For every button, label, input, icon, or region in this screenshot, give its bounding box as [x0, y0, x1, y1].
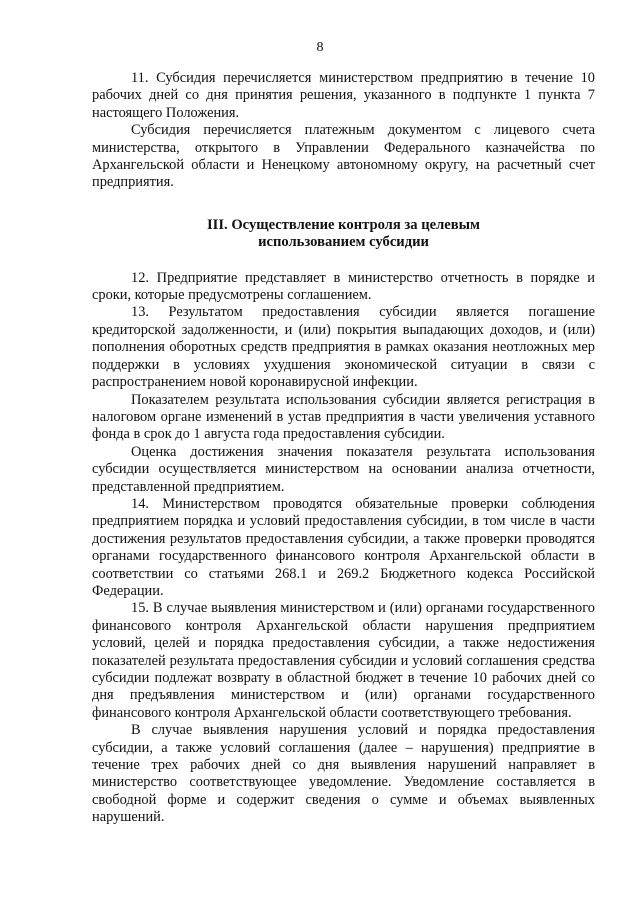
paragraph-11: 11. Субсидия перечисляется министерством предприятию в течение 10 рабочих дней со дня принятия решения, указанного в подпункте 1 пункта 7 настоящего Положения. — [92, 70, 595, 121]
section-heading-line-1: III. Осуществление контроля за целевым — [207, 216, 480, 233]
paragraph-13: 13. Результатом предоставления субсидии является погашение кредиторской задолженности, и (или) покрытия выпадающих доходов, и (или) пополнения оборотных средств предприятия в рамках оказания неотложных мер поддержки в условиях ухудшения экономической ситуации в связи с распространением новой коронавирусной инфекции. — [92, 304, 595, 391]
paragraph-payment-document: Субсидия перечисляется платежным документом с лицевого счета министерства, открытого в Управлении Федерального казначейства по Архангельской области и Ненецкому автономному округу, на расчетный счет предприятия. — [92, 122, 595, 191]
paragraph-14: 14. Министерством проводятся обязательные проверки соблюдения предприятием порядка и условий предоставления субсидии, в том числе в части достижения результатов предоставления субсидии, а также проверки проводятся органами государственного финансового контроля Архангельской области в соответствии со статьями 268.1 и 269.2 Бюджетного кодекса Российской Федерации. — [92, 495, 595, 599]
section-heading — [92, 217, 595, 252]
page-number: 8 — [316, 40, 324, 55]
paragraph-violation-notice: В случае выявления нарушения условий и порядка предоставления субсидии, а также условий соглашения (далее – нарушения) предприятие в течение трех рабочих дней со дня выявления нарушений направляет в министерство соответствующее уведомление. Уведомление составляется в свободной форме и содержит сведения о сумме и объемах выявленных нарушений. — [92, 722, 595, 826]
document-body — [92, 70, 595, 827]
paragraph-result-indicator: Показателем результата использования субсидии является регистрация в налоговом органе изменений в устав предприятия в части увеличения уставного фонда в срок до 1 августа года предоставления субсидии. — [92, 391, 595, 443]
paragraph-12: 12. Предприятие представляет в министерство отчетность в порядке и сроки, которые предусмотрены соглашением. — [92, 269, 595, 304]
section-heading-line-2: использованием субсидии — [258, 234, 429, 251]
paragraph-15: 15. В случае выявления министерством и (или) органами государственного финансового контроля Архангельской области нарушения предприятием условий, целей и порядка предоставления субсидии, а также недостижения показателей результата предоставления субсидии и условий соглашения средства субсидии подлежат возврату в областной бюджет в течение 10 рабочих дней со дня предъявления министерством и (или) органами государственного финансового контроля Архангельской области соответствующего требования. — [92, 600, 595, 721]
paragraph-assessment: Оценка достижения значения показателя результата использования субсидии осуществляется министерством на основании анализа отчетности, представленной предприятием. — [92, 443, 595, 495]
